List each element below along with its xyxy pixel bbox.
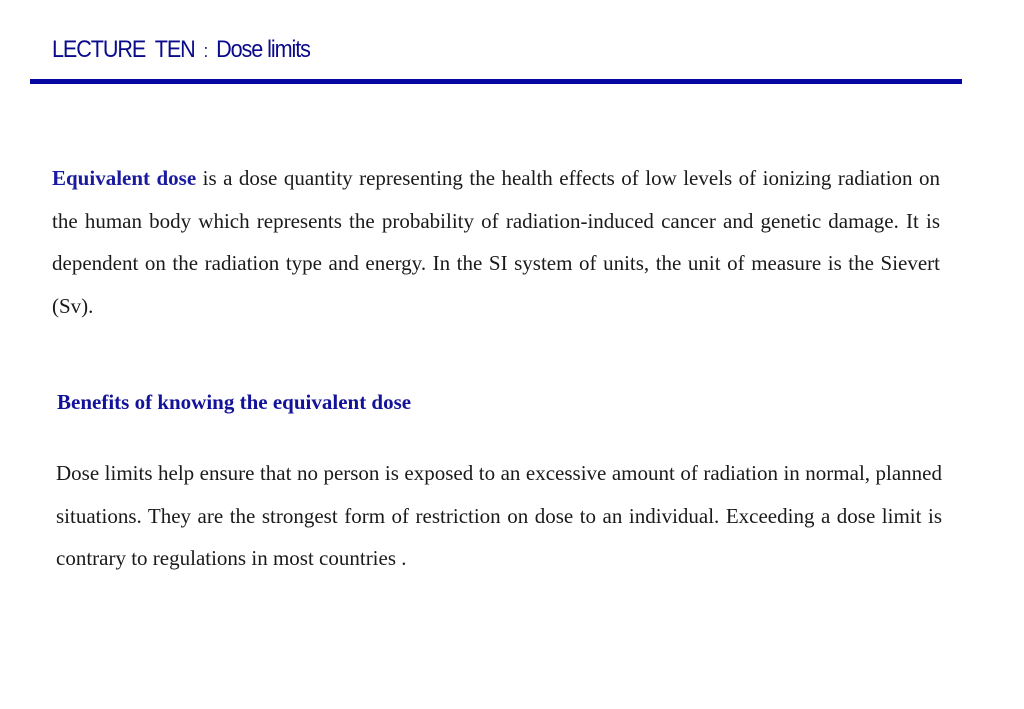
benefits-paragraph: Dose limits help ensure that no person is exposed to an excessive amount of radiation in normal, planned situations. They are the strongest form of restriction on dose to an individual. Exceeding a dose limit is contrary to regulations in most countries . bbox=[56, 461, 942, 570]
equivalent-dose-paragraph bbox=[52, 157, 940, 327]
benefits-heading: Benefits of knowing the equivalent dose bbox=[57, 390, 412, 414]
title-underline-rule bbox=[30, 79, 962, 84]
title-separator: : bbox=[203, 41, 208, 61]
equivalent-dose-text: is a dose quantity representing the health effects of low levels of ionizing radiation on the human body which represents the probability of radiation-induced cancer and genetic damage. It is dependent on the radiation type and energy. In the SI system of units, the unit of measure is the Sievert (Sv). bbox=[52, 166, 940, 318]
lecture-label: LECTURE TEN bbox=[52, 36, 195, 63]
lecture-topic: Dose limits bbox=[216, 36, 310, 63]
equivalent-dose-keyword: Equivalent dose bbox=[52, 166, 197, 190]
slide-title bbox=[52, 36, 310, 64]
